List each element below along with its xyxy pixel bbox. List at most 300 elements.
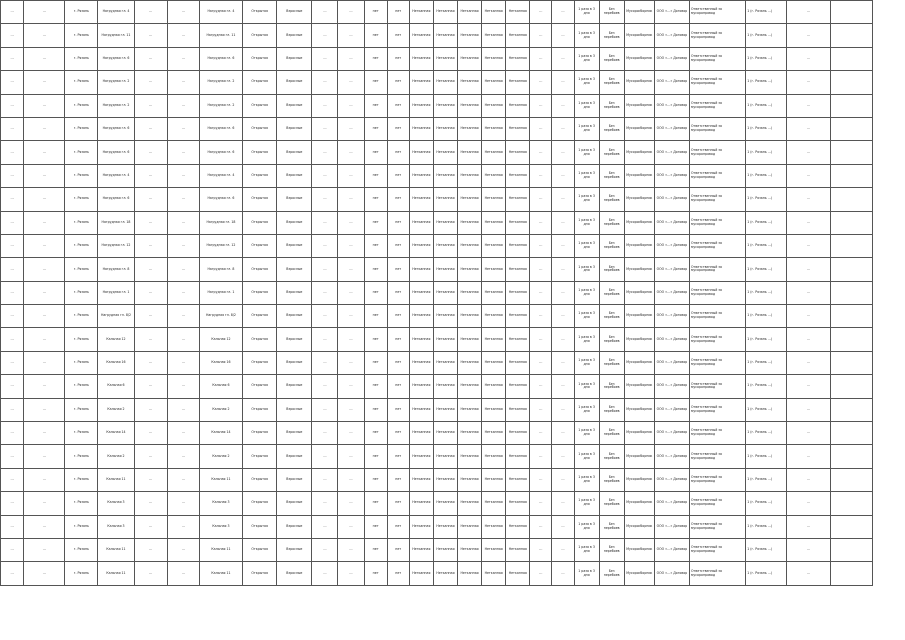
table-cell: … — [530, 258, 552, 281]
table-cell: … — [134, 71, 167, 94]
table-row — [1, 94, 873, 117]
table-cell: Взрослые — [277, 351, 312, 374]
table-cell: ООО «…» Договор — [654, 398, 689, 421]
table-cell: г. Рязань — [65, 305, 98, 328]
table-cell: … — [134, 1, 167, 24]
table-cell: … — [134, 258, 167, 281]
table-cell: … — [312, 234, 338, 257]
table-cell: … — [787, 188, 830, 211]
table-cell: Мусоросборник — [624, 164, 654, 187]
table-cell: Нагрудная гл. 12 — [199, 234, 242, 257]
table-cell: … — [134, 94, 167, 117]
table-cell: … — [530, 141, 552, 164]
table-cell: Нагрудная гл. 6 — [98, 141, 134, 164]
table-cell: 1 раза в 3 дня — [574, 492, 599, 515]
table-cell: Ответственный за мусоропровод — [690, 164, 746, 187]
table-cell: … — [1, 398, 24, 421]
table-cell: Нетканная — [433, 24, 457, 47]
table-cell: Кальная 6 — [98, 375, 134, 398]
table-cell: 1 (г. Рязань …) — [746, 305, 787, 328]
table-cell: 1 раза в 3 дня — [574, 164, 599, 187]
table-row — [1, 492, 873, 515]
table-cell: … — [530, 375, 552, 398]
table-cell: … — [552, 538, 574, 561]
table-cell: 1 (г. Рязань …) — [746, 71, 787, 94]
table-cell: ООО «…» Договор — [654, 468, 689, 491]
table-cell: Ответственный за мусоропровод — [690, 398, 746, 421]
table-cell: г. Рязань — [65, 515, 98, 538]
table-cell: ООО «…» Договор — [654, 94, 689, 117]
table-cell: … — [167, 468, 199, 491]
table-cell: Нетканная — [482, 351, 506, 374]
table-cell — [830, 351, 872, 374]
table-cell: Без перебоев — [599, 281, 624, 304]
table-cell: Нагрудная гл. 4 — [98, 1, 134, 24]
table-cell: … — [134, 164, 167, 187]
table-cell — [830, 141, 872, 164]
table-cell: … — [312, 468, 338, 491]
table-cell: ООО «…» Договор — [654, 422, 689, 445]
table-cell: Без перебоев — [599, 445, 624, 468]
table-cell: … — [1, 211, 24, 234]
table-row — [1, 1, 873, 24]
table-cell: Кальная 2 — [199, 445, 242, 468]
table-cell: … — [1, 141, 24, 164]
table-cell: … — [787, 422, 830, 445]
table-cell: Нетканная — [457, 188, 481, 211]
table-cell: нет — [364, 94, 387, 117]
table-cell: … — [1, 538, 24, 561]
table-cell: … — [312, 94, 338, 117]
table-cell: Нетканная — [457, 422, 481, 445]
table-cell: г. Рязань — [65, 141, 98, 164]
table-cell: Нагрудная гл. 18 — [98, 211, 134, 234]
table-cell: Кальная 11 — [199, 562, 242, 585]
table-cell: Нетканная — [482, 422, 506, 445]
table-cell: нет — [364, 305, 387, 328]
table-cell: нет — [364, 375, 387, 398]
table-cell: Мусоросборник — [624, 538, 654, 561]
table-cell: Открытая — [243, 117, 277, 140]
table-cell: 1 (г. Рязань …) — [746, 422, 787, 445]
table-cell: … — [338, 71, 364, 94]
table-cell: … — [787, 468, 830, 491]
table-cell: Ответственный за мусоропровод — [690, 328, 746, 351]
table-cell: Нетканная — [457, 328, 481, 351]
table-cell: нет — [387, 71, 409, 94]
table-cell: нет — [364, 538, 387, 561]
table-cell: Мусоросборник — [624, 281, 654, 304]
table-cell: … — [552, 515, 574, 538]
table-cell: Взрослые — [277, 375, 312, 398]
table-cell — [830, 188, 872, 211]
table-cell: Нагрудная гл. 6 — [199, 117, 242, 140]
table-cell: Нетканная — [506, 211, 530, 234]
table-cell: ООО «…» Договор — [654, 188, 689, 211]
table-cell: … — [134, 281, 167, 304]
table-cell: 1 раза в 3 дня — [574, 538, 599, 561]
table-cell: нет — [387, 1, 409, 24]
table-cell: Нагрудная гл. 2 — [98, 71, 134, 94]
table-cell: Кальная 16 — [98, 351, 134, 374]
table-cell: … — [1, 422, 24, 445]
table-cell: г. Рязань — [65, 281, 98, 304]
table-cell — [830, 117, 872, 140]
table-cell: … — [167, 258, 199, 281]
table-cell: … — [312, 562, 338, 585]
table-cell: Нагрудная гл. 8/2 — [98, 305, 134, 328]
table-cell: … — [312, 211, 338, 234]
table-cell: Кальная 11 — [98, 468, 134, 491]
table-cell: Нетканная — [457, 515, 481, 538]
table-cell: ООО «…» Договор — [654, 1, 689, 24]
table-cell: Нетканная — [457, 211, 481, 234]
table-cell: … — [24, 492, 65, 515]
table-cell: ООО «…» Договор — [654, 445, 689, 468]
table-cell: Без перебоев — [599, 562, 624, 585]
table-cell: ООО «…» Договор — [654, 305, 689, 328]
table-cell: г. Рязань — [65, 234, 98, 257]
table-cell: Нетканная — [457, 375, 481, 398]
table-cell: нет — [364, 562, 387, 585]
table-cell: Взрослые — [277, 71, 312, 94]
table-cell: 1 (г. Рязань …) — [746, 47, 787, 70]
table-cell: 1 (г. Рязань …) — [746, 445, 787, 468]
table-cell: Кальная 11 — [98, 562, 134, 585]
table-cell: Нетканная — [409, 562, 433, 585]
table-cell: … — [24, 562, 65, 585]
table-cell: Без перебоев — [599, 258, 624, 281]
table-cell: … — [787, 164, 830, 187]
table-cell: Нетканная — [433, 234, 457, 257]
table-cell: … — [338, 24, 364, 47]
table-cell: … — [134, 468, 167, 491]
table-cell — [830, 328, 872, 351]
table-cell: … — [1, 24, 24, 47]
table-row — [1, 538, 873, 561]
table-cell: … — [787, 398, 830, 421]
table-cell: … — [312, 305, 338, 328]
table-cell: … — [312, 47, 338, 70]
table-cell: Нетканная — [433, 305, 457, 328]
table-cell: нет — [387, 328, 409, 351]
table-cell: Кальная 11 — [199, 538, 242, 561]
table-cell: 1 раза в 3 дня — [574, 47, 599, 70]
table-cell: … — [312, 71, 338, 94]
table-cell: … — [1, 1, 24, 24]
table-cell: г. Рязань — [65, 468, 98, 491]
table-cell: … — [552, 141, 574, 164]
table-cell: … — [552, 258, 574, 281]
table-cell: … — [312, 328, 338, 351]
table-cell: Ответственный за мусоропровод — [690, 422, 746, 445]
table-cell: … — [24, 117, 65, 140]
table-cell: Взрослые — [277, 188, 312, 211]
table-cell: нет — [387, 538, 409, 561]
table-cell: Открытая — [243, 188, 277, 211]
table-cell: 1 раза в 3 дня — [574, 234, 599, 257]
table-cell: Нагрудная гл. 11 — [98, 24, 134, 47]
table-cell: Открытая — [243, 94, 277, 117]
table-cell: Без перебоев — [599, 492, 624, 515]
table-cell: Мусоросборник — [624, 94, 654, 117]
table-cell: 1 раза в 3 дня — [574, 211, 599, 234]
table-cell: Нетканная — [482, 258, 506, 281]
table-cell: … — [338, 1, 364, 24]
table-cell: Нетканная — [506, 305, 530, 328]
table-cell: 1 раза в 3 дня — [574, 351, 599, 374]
table-cell: … — [787, 328, 830, 351]
table-cell: … — [312, 422, 338, 445]
table-cell: … — [312, 117, 338, 140]
table-cell: … — [338, 538, 364, 561]
table-cell: Кальная 16 — [199, 351, 242, 374]
table-cell: … — [134, 328, 167, 351]
table-cell — [830, 211, 872, 234]
table-cell: Нетканная — [457, 538, 481, 561]
table-cell: Ответственный за мусоропровод — [690, 375, 746, 398]
table-cell: ООО «…» Договор — [654, 258, 689, 281]
table-cell: нет — [387, 445, 409, 468]
table-cell: … — [167, 71, 199, 94]
table-row — [1, 562, 873, 585]
table-cell: Нетканная — [433, 328, 457, 351]
table-cell: Нетканная — [433, 562, 457, 585]
table-cell: Нетканная — [409, 94, 433, 117]
table-cell: … — [552, 422, 574, 445]
table-cell: Взрослые — [277, 164, 312, 187]
table-cell: ООО «…» Договор — [654, 281, 689, 304]
table-cell — [830, 492, 872, 515]
table-cell: Взрослые — [277, 445, 312, 468]
table-cell: г. Рязань — [65, 375, 98, 398]
table-cell: нет — [364, 234, 387, 257]
table-cell: Открытая — [243, 211, 277, 234]
table-cell: … — [338, 398, 364, 421]
table-cell: … — [1, 515, 24, 538]
table-cell: Нетканная — [409, 398, 433, 421]
table-cell: Нагрудная гл. 11 — [199, 24, 242, 47]
table-cell: г. Рязань — [65, 1, 98, 24]
table-row — [1, 305, 873, 328]
table-cell: нет — [364, 141, 387, 164]
table-cell: … — [552, 188, 574, 211]
table-cell: … — [24, 305, 65, 328]
table-cell: 1 раза в 3 дня — [574, 305, 599, 328]
table-cell: … — [530, 47, 552, 70]
table-cell: Без перебоев — [599, 328, 624, 351]
table-cell: Без перебоев — [599, 398, 624, 421]
table-cell: … — [134, 422, 167, 445]
table-cell: Взрослые — [277, 468, 312, 491]
table-cell: нет — [364, 515, 387, 538]
table-cell: Мусоросборник — [624, 351, 654, 374]
table-cell: 1 (г. Рязань …) — [746, 398, 787, 421]
table-cell — [830, 398, 872, 421]
table-cell: … — [134, 47, 167, 70]
table-cell: Кальная 11 — [199, 468, 242, 491]
table-cell: нет — [387, 375, 409, 398]
table-cell: … — [1, 117, 24, 140]
table-cell: … — [1, 492, 24, 515]
table-cell: … — [167, 422, 199, 445]
table-cell: … — [338, 375, 364, 398]
table-cell: Открытая — [243, 71, 277, 94]
table-cell: Ответственный за мусоропровод — [690, 117, 746, 140]
table-cell: … — [552, 328, 574, 351]
table-cell: Ответственный за мусоропровод — [690, 538, 746, 561]
table-cell: … — [338, 117, 364, 140]
table-cell: нет — [387, 94, 409, 117]
table-cell: … — [552, 445, 574, 468]
table-cell: … — [530, 188, 552, 211]
table-cell — [830, 538, 872, 561]
table-cell: Без перебоев — [599, 24, 624, 47]
table-cell: Нагрудная гл. 6 — [199, 47, 242, 70]
table-cell: … — [787, 445, 830, 468]
table-cell — [830, 24, 872, 47]
table-cell: Нетканная — [409, 1, 433, 24]
table-cell: Нетканная — [409, 211, 433, 234]
table-cell: Нетканная — [457, 281, 481, 304]
table-cell: Нетканная — [506, 468, 530, 491]
table-cell: Взрослые — [277, 492, 312, 515]
table-row — [1, 71, 873, 94]
table-cell: … — [530, 422, 552, 445]
table-cell: … — [134, 117, 167, 140]
table-cell: … — [552, 234, 574, 257]
table-cell — [830, 305, 872, 328]
table-cell: Нетканная — [482, 117, 506, 140]
table-cell: Нетканная — [409, 281, 433, 304]
table-cell: Нетканная — [457, 71, 481, 94]
table-cell: … — [1, 445, 24, 468]
table-cell: … — [167, 375, 199, 398]
table-cell: … — [552, 375, 574, 398]
table-cell: Взрослые — [277, 281, 312, 304]
table-cell: … — [787, 141, 830, 164]
table-cell: Нагрудная гл. 8/2 — [199, 305, 242, 328]
table-cell: Взрослые — [277, 398, 312, 421]
table-cell: … — [312, 375, 338, 398]
table-cell: … — [338, 281, 364, 304]
table-cell: нет — [364, 164, 387, 187]
table-cell: Открытая — [243, 24, 277, 47]
table-cell: … — [167, 538, 199, 561]
table-row — [1, 351, 873, 374]
table-cell: г. Рязань — [65, 538, 98, 561]
table-cell: … — [552, 468, 574, 491]
table-cell: … — [552, 562, 574, 585]
table-cell: Без перебоев — [599, 234, 624, 257]
table-cell: Без перебоев — [599, 71, 624, 94]
table-cell: Без перебоев — [599, 164, 624, 187]
table-cell: … — [134, 188, 167, 211]
table-cell: нет — [387, 468, 409, 491]
table-cell: Мусоросборник — [624, 141, 654, 164]
table-cell: Кальная 11 — [98, 538, 134, 561]
table-cell: Нетканная — [457, 351, 481, 374]
table-cell: Мусоросборник — [624, 515, 654, 538]
table-cell: 1 (г. Рязань …) — [746, 141, 787, 164]
table-cell: … — [24, 258, 65, 281]
table-cell: … — [338, 562, 364, 585]
table-cell: … — [338, 188, 364, 211]
table-cell: … — [167, 24, 199, 47]
table-cell: … — [787, 24, 830, 47]
table-cell: Без перебоев — [599, 515, 624, 538]
table-cell: Нетканная — [433, 351, 457, 374]
table-cell: … — [338, 492, 364, 515]
table-cell: … — [24, 24, 65, 47]
table-cell: Нетканная — [506, 281, 530, 304]
table-cell: … — [167, 328, 199, 351]
table-cell: Без перебоев — [599, 188, 624, 211]
table-cell: … — [530, 94, 552, 117]
table-cell: Нетканная — [482, 24, 506, 47]
table-cell: Ответственный за мусоропровод — [690, 47, 746, 70]
table-cell: ООО «…» Договор — [654, 47, 689, 70]
table-cell: 1 раза в 3 дня — [574, 258, 599, 281]
table-cell: … — [787, 305, 830, 328]
table-cell: Нагрудная гл. 6 — [199, 141, 242, 164]
table-cell: нет — [387, 281, 409, 304]
table-cell: Нетканная — [506, 538, 530, 561]
table-row — [1, 398, 873, 421]
table-cell: Ответственный за мусоропровод — [690, 281, 746, 304]
table-cell: г. Рязань — [65, 492, 98, 515]
table-cell: … — [787, 515, 830, 538]
table-cell: Открытая — [243, 492, 277, 515]
table-cell: 1 раза в 3 дня — [574, 24, 599, 47]
table-cell: нет — [364, 468, 387, 491]
table-cell: … — [312, 351, 338, 374]
table-cell: Открытая — [243, 258, 277, 281]
table-cell: … — [312, 515, 338, 538]
table-cell: Открытая — [243, 141, 277, 164]
table-cell: Открытая — [243, 164, 277, 187]
table-cell: г. Рязань — [65, 94, 98, 117]
table-cell: 1 (г. Рязань …) — [746, 258, 787, 281]
table-cell: … — [530, 164, 552, 187]
table-cell: … — [1, 351, 24, 374]
table-cell: Нетканная — [433, 188, 457, 211]
table-cell: Взрослые — [277, 211, 312, 234]
table-cell: г. Рязань — [65, 562, 98, 585]
table-cell: Нетканная — [457, 234, 481, 257]
table-cell: г. Рязань — [65, 47, 98, 70]
table-cell: нет — [387, 24, 409, 47]
table-cell: … — [530, 234, 552, 257]
table-cell: … — [552, 1, 574, 24]
table-cell: Нетканная — [433, 71, 457, 94]
table-cell: … — [1, 468, 24, 491]
table-cell: Нетканная — [482, 47, 506, 70]
table-cell: … — [167, 515, 199, 538]
table-cell: Нетканная — [506, 164, 530, 187]
table-cell: Нетканная — [506, 47, 530, 70]
table-cell: нет — [387, 305, 409, 328]
table-cell — [830, 164, 872, 187]
table-cell: Нетканная — [506, 188, 530, 211]
table-cell: Взрослые — [277, 94, 312, 117]
table-cell: … — [134, 562, 167, 585]
table-cell: Нетканная — [482, 281, 506, 304]
table-cell: 1 раза в 3 дня — [574, 375, 599, 398]
table-cell: Нагрудная гл. 18 — [199, 211, 242, 234]
table-cell: Взрослые — [277, 538, 312, 561]
table-cell: Нетканная — [457, 24, 481, 47]
